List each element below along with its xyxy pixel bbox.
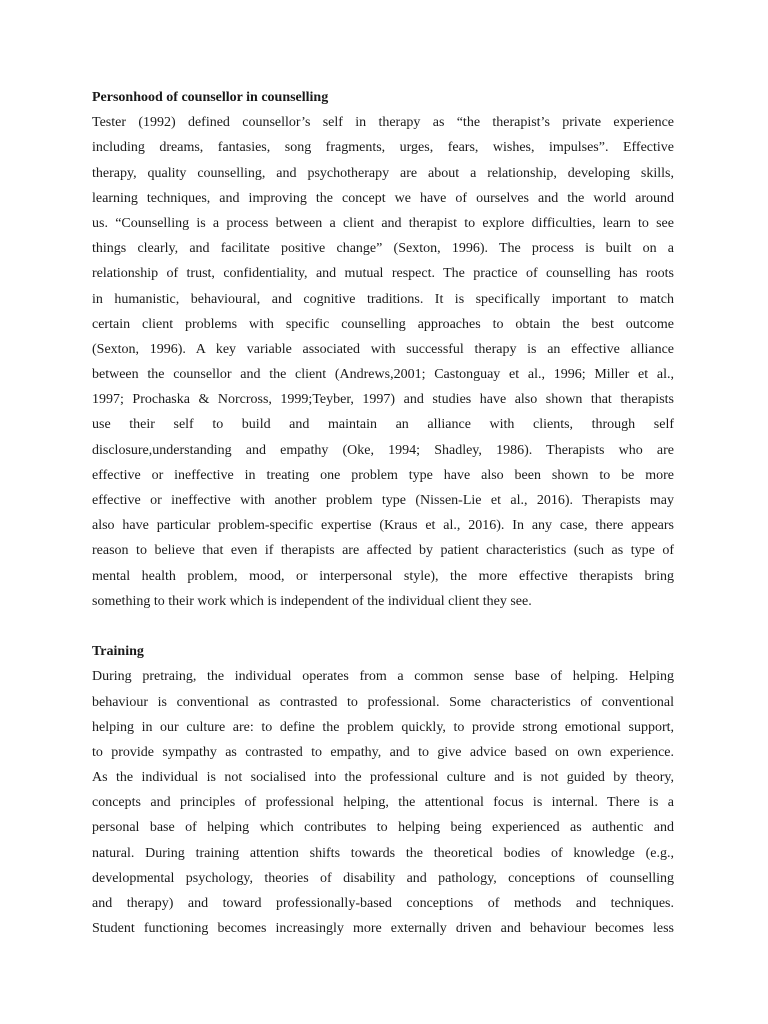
text-line: helping in our culture are: to define the problem quickly, to provide strong emotional support, — [92, 719, 674, 735]
text-line: therapy, quality counselling, and psychotherapy are about a relationship, developing skills, — [92, 165, 674, 181]
document-page — [92, 85, 674, 941]
text-line: things clearly, and facilitate positive change” (Sexton, 1996). The process is built on a — [92, 241, 674, 257]
text-line: (Sexton, 1996). A key variable associated with successful therapy is an effective alliance — [92, 341, 674, 357]
text-line: disclosure,understanding and empathy (Oke, 1994; Shadley, 1986). Therapists who are — [92, 442, 674, 458]
text-line: and therapy) and toward professionally-based conceptions of methods and techniques. — [92, 896, 674, 912]
text-line: use their self to build and maintain an alliance with clients, through self — [92, 417, 674, 433]
section-heading-training: Training — [92, 644, 144, 660]
text-line: natural. During training attention shifts towards the theoretical bodies of knowledge (e.g., — [92, 845, 674, 861]
text-line: also have particular problem-specific expertise (Kraus et al., 2016). In any case, there appears — [92, 518, 674, 534]
text-line: us. “Counselling is a process between a client and therapist to explore difficulties, learn to see — [92, 215, 674, 231]
section-heading-personhood: Personhood of counsellor in counselling — [92, 90, 329, 105]
text-line: something to their work which is independent of the individual client they see. — [92, 593, 532, 609]
text-line: During pretraing, the individual operates from a common sense base of helping. Helping — [92, 669, 674, 685]
text-line: certain client problems with specific counselling approaches to obtain the best outcome — [92, 316, 674, 332]
text-line: effective or ineffective with another problem type (Nissen-Lie et al., 2016). Therapists may — [92, 493, 674, 509]
text-line: reason to believe that even if therapists are affected by patient characteristics (such as type of — [92, 543, 674, 559]
text-line: behaviour is conventional as contrasted to professional. Some characteristics of conventional — [92, 694, 674, 710]
text-line: mental health problem, mood, or interpersonal style), the more effective therapists bring — [92, 568, 674, 584]
text-line: learning techniques, and improving the concept we have of ourselves and the world around — [92, 190, 674, 206]
text-line: in humanistic, behavioural, and cognitive traditions. It is specifically important to match — [92, 291, 674, 307]
paragraph-spacer — [92, 614, 674, 639]
text-line: Student functioning becomes increasingly more externally driven and behaviour becomes less — [92, 921, 674, 937]
text-line: personal base of helping which contributes to helping being experienced as authentic and — [92, 820, 674, 836]
text-line: including dreams, fantasies, song fragments, urges, fears, wishes, impulses”. Effective — [92, 140, 674, 156]
text-line: between the counsellor and the client (Andrews,2001; Castonguay et al., 1996; Miller et al., — [92, 367, 674, 383]
text-line: concepts and principles of professional helping, the attentional focus is internal. There is a — [92, 795, 674, 811]
text-line: relationship of trust, confidentiality, and mutual respect. The practice of counselling has roots — [92, 266, 674, 282]
text-line: 1997; Prochaska & Norcross, 1999;Teyber, 1997) and studies have also shown that therapists — [92, 392, 674, 408]
text-line: effective or ineffective in treating one problem type have also been shown to be more — [92, 467, 674, 483]
text-line: As the individual is not socialised into the professional culture and is not guided by theory, — [92, 770, 674, 786]
paragraph-training — [92, 664, 674, 941]
text-line: developmental psychology, theories of disability and pathology, conceptions of counselling — [92, 870, 674, 886]
text-line: to provide sympathy as contrasted to empathy, and to give advice based on own experience. — [92, 744, 674, 760]
paragraph-personhood — [92, 110, 674, 614]
text-line: Tester (1992) defined counsellor’s self in therapy as “the therapist’s private experience — [92, 115, 674, 131]
